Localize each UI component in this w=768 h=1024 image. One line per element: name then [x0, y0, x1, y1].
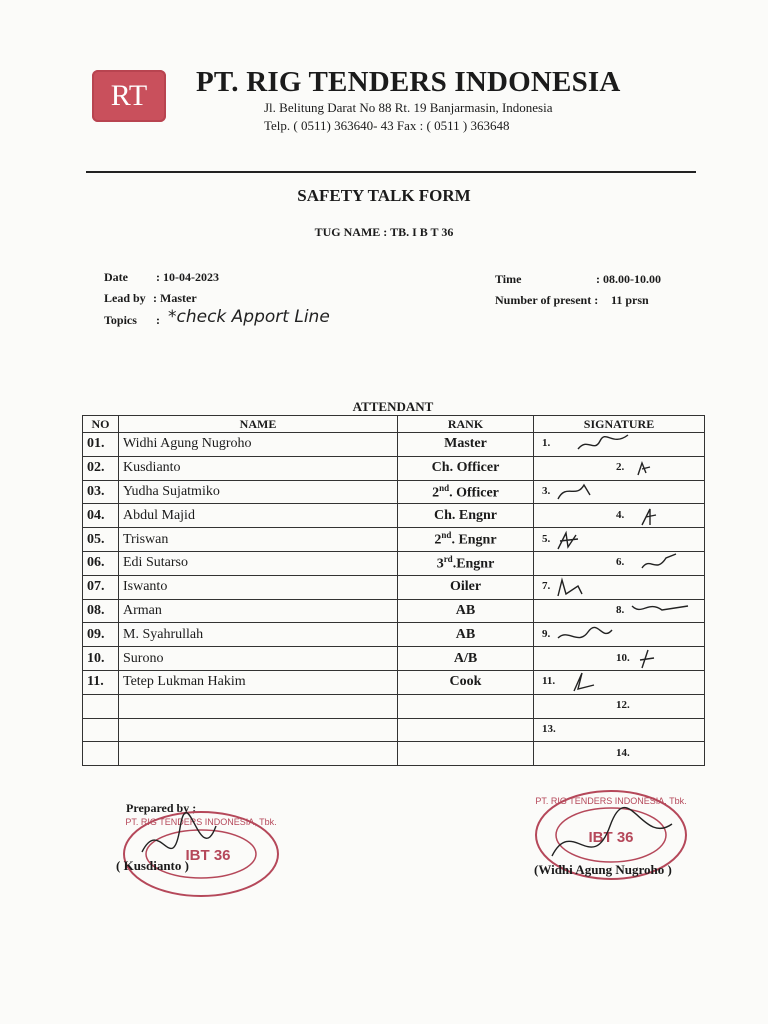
row-name: Tetep Lukman Hakim	[119, 670, 398, 694]
handwritten-signature	[538, 529, 698, 551]
form-title: SAFETY TALK FORM	[297, 186, 471, 205]
prepared-by-label: Prepared by ;	[126, 801, 197, 815]
signature-number: 7.	[542, 580, 551, 593]
table-row	[83, 694, 705, 718]
lead-label: Lead by	[104, 291, 146, 305]
row-number: 05.	[83, 528, 119, 552]
time-value: : 08.00-10.00	[596, 272, 661, 286]
row-number	[83, 742, 119, 766]
row-number: 03.	[83, 480, 119, 504]
handwritten-signature	[538, 648, 698, 670]
row-signature-cell	[534, 742, 705, 766]
row-number	[83, 694, 119, 718]
row-rank: AB	[398, 623, 534, 647]
handwritten-signature	[538, 481, 698, 503]
company-address: Jl. Belitung Darat No 88 Rt. 19 Banjarmasin, Indonesia	[264, 100, 553, 115]
row-name: Triswan	[119, 528, 398, 552]
row-name: Iswanto	[119, 575, 398, 599]
row-name	[119, 694, 398, 718]
row-number: 02.	[83, 456, 119, 480]
signature-number: 5.	[542, 532, 551, 545]
row-number	[83, 718, 119, 742]
table-row	[83, 480, 705, 504]
row-signature-cell	[534, 504, 705, 528]
row-rank	[398, 742, 534, 766]
attendant-title: ATTENDANT	[352, 399, 434, 414]
signature-number: 13.	[542, 722, 556, 735]
row-signature-cell	[534, 480, 705, 504]
company-phone: Telp. ( 0511) 363640- 43 Fax : ( 0511 ) 363648	[264, 118, 510, 133]
table-header-row	[83, 416, 705, 433]
row-name: Widhi Agung Nugroho	[119, 433, 398, 457]
signature-number: 10.	[616, 651, 630, 664]
table-row	[83, 551, 705, 575]
checked-by-name: (Widhi Agung Nugroho )	[534, 862, 672, 877]
row-number: 09.	[83, 623, 119, 647]
row-name: M. Syahrullah	[119, 623, 398, 647]
row-rank: 2nd. Officer	[398, 480, 534, 504]
row-rank: Master	[398, 433, 534, 457]
row-rank: Oiler	[398, 575, 534, 599]
company-name: PT. RIG TENDERS INDONESIA	[196, 66, 621, 98]
stamp-left-text: PT. RIG TENDERS INDONESIA, Tbk.	[125, 817, 277, 827]
tug-name: TUG NAME : TB. I B T 36	[314, 225, 454, 239]
company-stamp-left	[120, 808, 282, 900]
table-row	[83, 504, 705, 528]
row-signature-cell	[534, 433, 705, 457]
table-row	[83, 718, 705, 742]
topics-label: Topics	[104, 313, 137, 327]
company-logo: RT	[92, 70, 166, 122]
date-label: Date	[104, 270, 128, 284]
signature-number: 6.	[616, 556, 625, 569]
handwritten-signature	[538, 671, 698, 693]
header-rank: RANK	[398, 416, 534, 433]
handwritten-signature	[538, 457, 698, 479]
table-row	[83, 433, 705, 457]
row-rank: Ch. Officer	[398, 456, 534, 480]
attendant-table	[82, 415, 705, 766]
row-signature-cell	[534, 575, 705, 599]
prepared-name: ( Kusdianto )	[116, 858, 189, 873]
header-no: NO	[83, 416, 119, 433]
table-row	[83, 575, 705, 599]
row-name: Edi Sutarso	[119, 551, 398, 575]
signature-number: 8.	[616, 603, 625, 616]
signature-number: 14.	[616, 746, 630, 759]
signature-number: 9.	[542, 627, 551, 640]
row-name: Surono	[119, 647, 398, 671]
signature-number: 3.	[542, 484, 551, 497]
present-label: Number of present :	[495, 293, 599, 307]
row-number: 07.	[83, 575, 119, 599]
row-signature-cell	[534, 456, 705, 480]
handwritten-signature	[538, 433, 698, 455]
row-rank: AB	[398, 599, 534, 623]
table-row	[83, 599, 705, 623]
signature-number: 11.	[542, 675, 556, 688]
signature-number: 12.	[616, 699, 630, 712]
signature-number: 4.	[616, 508, 625, 521]
topics-handwritten: *check Apport Line	[168, 307, 330, 327]
row-name	[119, 718, 398, 742]
row-signature-cell	[534, 647, 705, 671]
handwritten-signature	[538, 600, 698, 622]
row-number: 11.	[83, 670, 119, 694]
row-name: Abdul Majid	[119, 504, 398, 528]
row-rank: Ch. Engnr	[398, 504, 534, 528]
stamp-right-center: IBT 36	[588, 829, 634, 846]
row-rank	[398, 718, 534, 742]
row-name	[119, 742, 398, 766]
row-signature-cell	[534, 599, 705, 623]
table-row	[83, 742, 705, 766]
stamp-left-center: IBT 36	[185, 847, 231, 864]
attendant-rows	[83, 433, 705, 766]
row-rank	[398, 694, 534, 718]
row-number: 01.	[83, 433, 119, 457]
row-rank: Cook	[398, 670, 534, 694]
handwritten-signature	[538, 552, 698, 574]
row-signature-cell	[534, 670, 705, 694]
row-number: 04.	[83, 504, 119, 528]
row-signature-cell	[534, 551, 705, 575]
handwritten-signature	[538, 576, 698, 598]
row-name: Yudha Sujatmiko	[119, 480, 398, 504]
table-row	[83, 528, 705, 552]
row-name: Kusdianto	[119, 456, 398, 480]
row-signature-cell	[534, 718, 705, 742]
lead-value: : Master	[153, 291, 197, 305]
row-signature-cell	[534, 623, 705, 647]
table-row	[83, 670, 705, 694]
time-label: Time	[495, 272, 522, 286]
present-value: 11 prsn	[611, 293, 649, 307]
handwritten-signature	[538, 624, 698, 646]
handwritten-signature	[538, 505, 698, 527]
signature-number: 2.	[616, 461, 625, 474]
header-signature: SIGNATURE	[534, 416, 705, 433]
date-value: : 10-04-2023	[156, 270, 219, 284]
header-name: NAME	[119, 416, 398, 433]
signature-number: 1.	[542, 437, 551, 450]
row-number: 06.	[83, 551, 119, 575]
row-number: 08.	[83, 599, 119, 623]
row-rank: 3rd.Engnr	[398, 551, 534, 575]
row-number: 10.	[83, 647, 119, 671]
table-row	[83, 456, 705, 480]
table-row	[83, 623, 705, 647]
topics-colon: :	[156, 313, 160, 327]
row-name: Arman	[119, 599, 398, 623]
row-rank: A/B	[398, 647, 534, 671]
row-rank: 2nd. Engnr	[398, 528, 534, 552]
row-signature-cell	[534, 528, 705, 552]
stamp-right-text: PT. RIG TENDERS INDONESIA, Tbk.	[535, 796, 687, 806]
header-divider	[86, 171, 696, 173]
table-row	[83, 647, 705, 671]
row-signature-cell	[534, 694, 705, 718]
